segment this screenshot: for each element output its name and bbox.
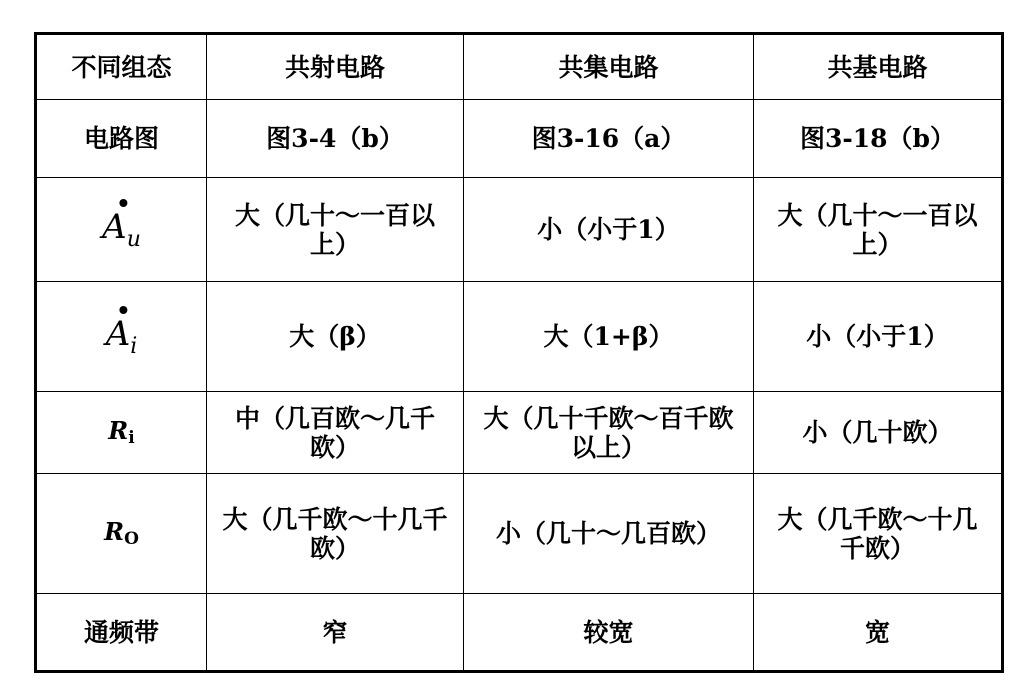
table-cell: 大（几千欧～十几千欧） — [207, 474, 464, 594]
output-resistance-symbol — [104, 517, 139, 549]
symbol-main: A — [102, 207, 127, 247]
symbol-sub: i — [130, 334, 138, 359]
table-cell: 大（几千欧～十几千欧） — [754, 474, 1003, 594]
phasor-dot — [120, 306, 128, 314]
table-row — [36, 178, 1003, 282]
table-cell: 小（小于1） — [464, 178, 754, 282]
table-cell: 大（几十～一百以上） — [754, 178, 1003, 282]
table-cell: 图3-18（b） — [754, 100, 1003, 178]
header-cell: 共集电路 — [464, 34, 754, 100]
symbol-sub: O — [124, 529, 139, 549]
table-cell: 图3-16（a） — [464, 100, 754, 178]
header-cell: 共射电路 — [207, 34, 464, 100]
row-label — [36, 178, 207, 282]
table-cell: 大（β） — [207, 282, 464, 392]
symbol-sub: u — [126, 227, 141, 252]
current-gain-symbol — [105, 314, 138, 359]
table-cell: 较宽 — [464, 594, 754, 672]
table-row — [36, 474, 1003, 594]
comparison-table — [34, 32, 1004, 673]
table-cell: 小（几十～几百欧） — [464, 474, 754, 594]
symbol-main: A — [105, 314, 131, 354]
phasor-dot — [120, 199, 128, 207]
table-row — [36, 100, 1003, 178]
table-cell: 图3-4（b） — [207, 100, 464, 178]
symbol-main: R — [104, 517, 125, 546]
symbol-sub: i — [128, 428, 135, 448]
row-label: 通频带 — [36, 594, 207, 672]
header-cell: 共基电路 — [754, 34, 1003, 100]
row-label: 电路图 — [36, 100, 207, 178]
voltage-gain-symbol — [102, 207, 141, 252]
header-cell: 不同组态 — [36, 34, 207, 100]
table-cell: 宽 — [754, 594, 1003, 672]
table-cell: 小（几十欧） — [754, 392, 1003, 474]
table-row — [36, 282, 1003, 392]
table-cell: 小（小于1） — [754, 282, 1003, 392]
row-label — [36, 474, 207, 594]
table-row — [36, 392, 1003, 474]
header-row — [36, 34, 1003, 100]
table-cell: 大（1+β） — [464, 282, 754, 392]
table-cell: 窄 — [207, 594, 464, 672]
row-label — [36, 282, 207, 392]
row-label — [36, 392, 207, 474]
table-cell: 大（几十千欧～百千欧以上） — [464, 392, 754, 474]
symbol-main: R — [108, 416, 129, 445]
table-cell: 中（几百欧～几千欧） — [207, 392, 464, 474]
table-cell: 大（几十～一百以上） — [207, 178, 464, 282]
table-row — [36, 594, 1003, 672]
input-resistance-symbol — [108, 416, 135, 448]
